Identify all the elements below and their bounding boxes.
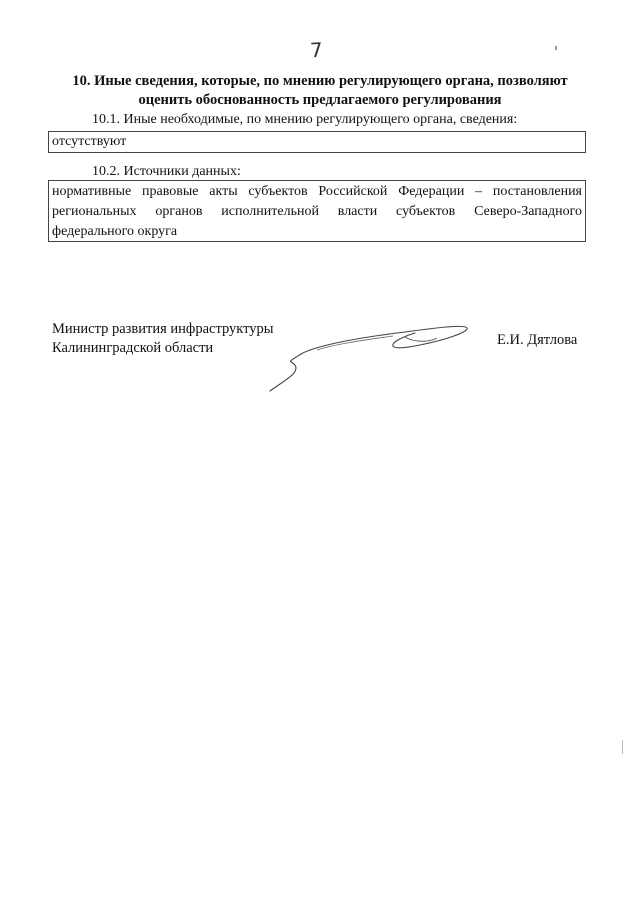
section-heading-line-2: оценить обоснованность предлагаемого регулирования (138, 92, 502, 108)
signer-title-line-2: Калининградской области (52, 340, 214, 356)
section-heading-line-1: 10. Иные сведения, которые, по мнению регулирующего органа, позволяют (72, 73, 568, 89)
signer-title (52, 320, 274, 358)
section-heading (50, 72, 590, 110)
subsection-10-1-label: 10.1. Иные необходимые, по мнению регулирующего органа, сведения: (92, 112, 518, 127)
signer-name: Е.И. Дятлова (497, 332, 578, 348)
subsection-10-2-value: нормативные правовые акты субъектов Российской Федерации – постановления региональных органов исполнительной власти субъектов Северо-Западного федерального округа (52, 184, 582, 239)
subsection-10-1-value: отсутствуют (52, 134, 127, 149)
handwritten-signature (255, 318, 475, 398)
subsection-10-2-label: 10.2. Источники данных: (92, 164, 241, 179)
page-number: 7 (309, 37, 324, 63)
subsection-10-1-box (48, 131, 586, 153)
scan-mark (555, 46, 557, 50)
subsection-10-2-box (48, 180, 586, 242)
signer-title-line-1: Министр развития инфраструктуры (52, 321, 274, 337)
scan-mark (622, 740, 623, 754)
